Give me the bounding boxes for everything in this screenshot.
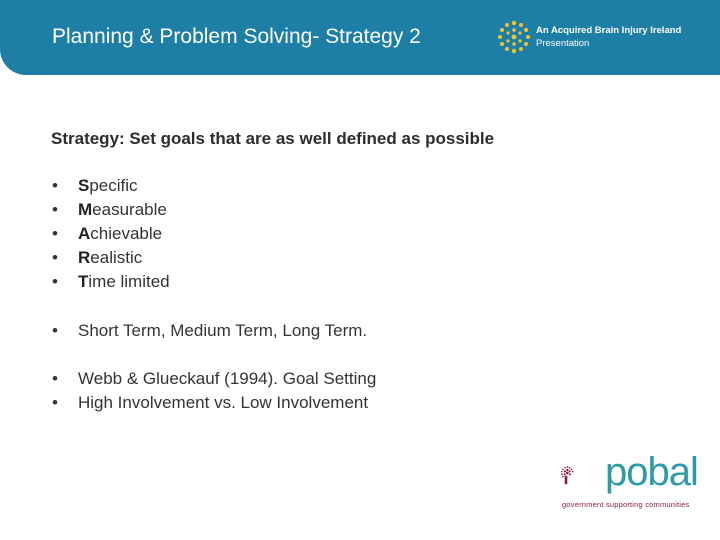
smart-goal-list [52, 174, 170, 294]
bullet: • [52, 393, 58, 412]
bullet: • [52, 369, 58, 388]
reference-text: Webb & Glueckauf (1994). Goal Setting [78, 369, 377, 388]
smart-rest: ime limited [88, 272, 170, 291]
reference-list [52, 367, 376, 415]
smart-initial: T [78, 272, 89, 291]
term-item [52, 319, 367, 343]
smart-item [52, 222, 170, 246]
bullet: • [52, 200, 58, 219]
abi-logo-line1: An Acquired Brain Injury Ireland [536, 25, 682, 36]
smart-initial: A [78, 224, 91, 243]
bullet: • [52, 224, 58, 243]
pobal-tagline: government supporting communities [562, 500, 690, 509]
pobal-wordmark: pobal [605, 450, 698, 494]
smart-initial: M [78, 200, 93, 219]
slide-header [0, 0, 720, 75]
smart-rest: ealistic [90, 248, 143, 267]
term-text: Short Term, Medium Term, Long Term. [78, 321, 368, 340]
slide-title: Planning & Problem Solving- Strategy 2 [52, 25, 421, 48]
bullet: • [52, 321, 58, 340]
pobal-logo-icon [560, 452, 605, 500]
abi-logo-line2: Presentation [536, 38, 590, 49]
bullet: • [52, 176, 58, 195]
smart-item [52, 174, 170, 198]
abi-logo-text [536, 24, 681, 50]
smart-rest: easurable [92, 200, 167, 219]
smart-initial: R [78, 248, 91, 267]
reference-text: High Involvement vs. Low Involvement [78, 393, 369, 412]
term-list [52, 319, 367, 343]
reference-item [52, 367, 376, 391]
smart-initial: S [78, 176, 90, 195]
bullet: • [52, 248, 58, 267]
smart-rest: chievable [90, 224, 163, 243]
acquired-brain-injury-ireland-logo-icon [497, 20, 531, 54]
reference-item [52, 391, 376, 415]
smart-item [52, 246, 170, 270]
strategy-heading: Strategy: Set goals that are as well defined as possible [51, 129, 495, 148]
smart-rest: pecific [89, 176, 138, 195]
bullet: • [52, 272, 58, 291]
smart-item [52, 198, 170, 222]
smart-item [52, 270, 170, 294]
